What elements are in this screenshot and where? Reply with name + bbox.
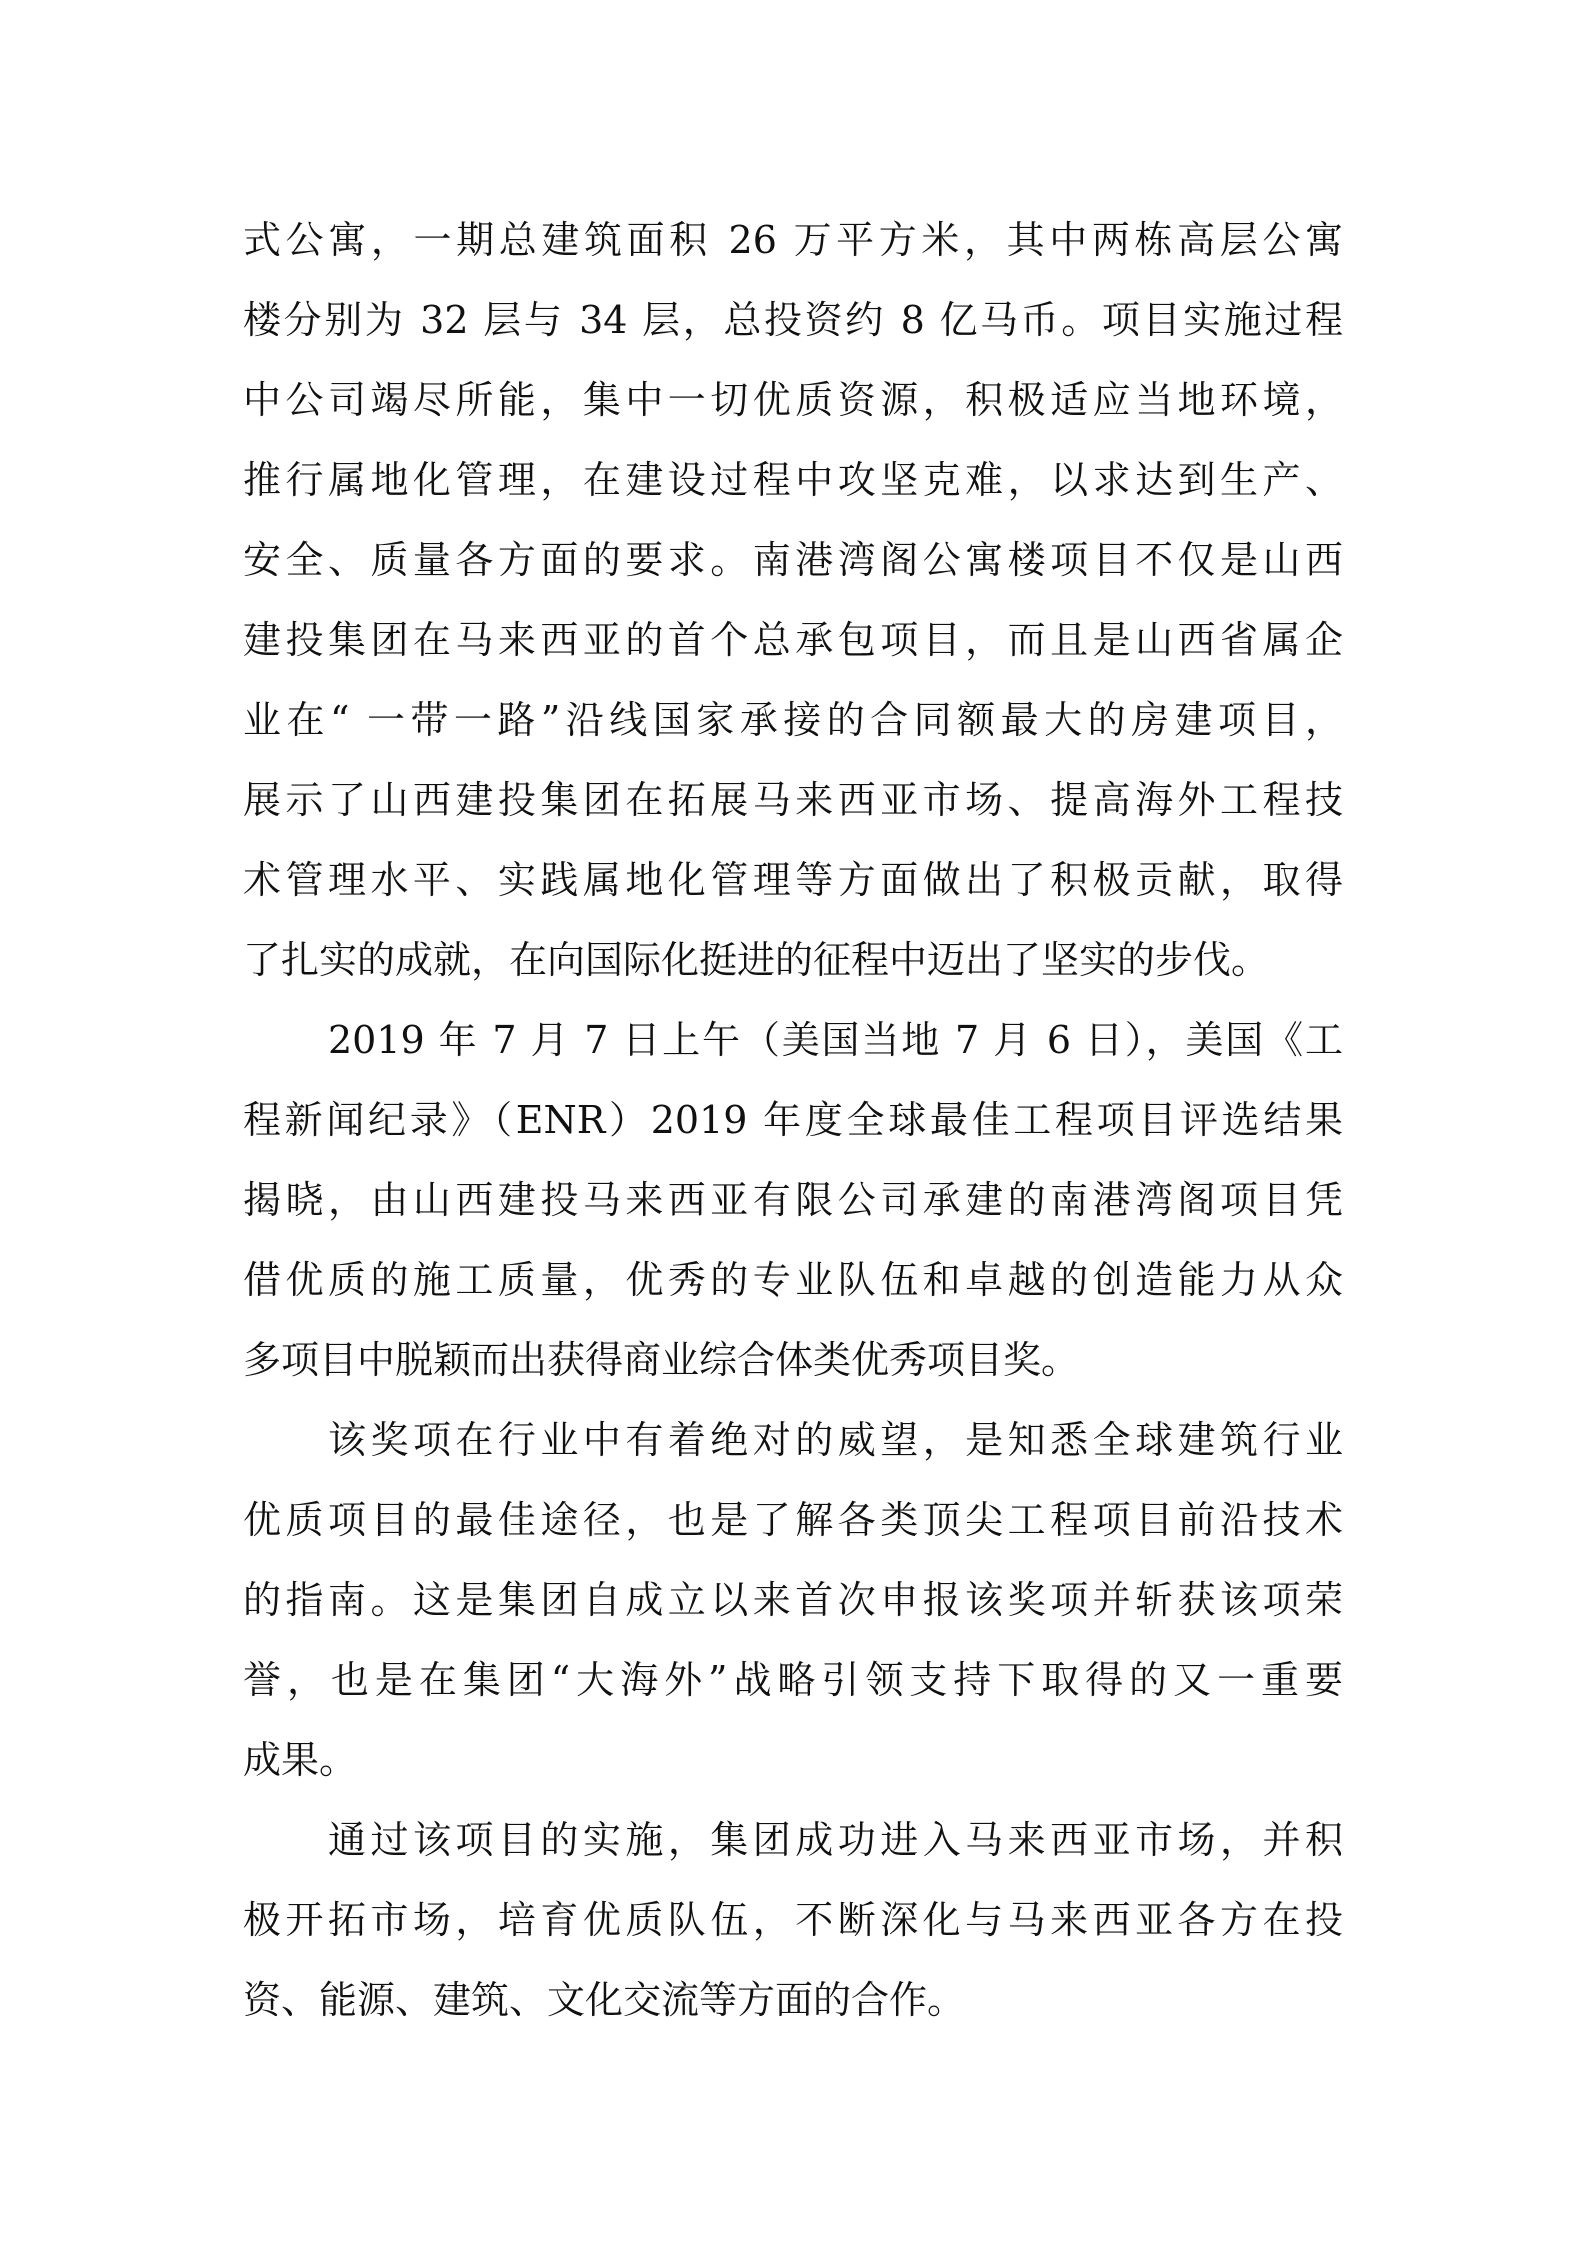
text-line: 楼分别为 32 层与 34 层，总投资约 8 亿马币。项目实施过程 (243, 298, 1343, 342)
text-line: 术管理水平、实践属地化管理等方面做出了积极贡献，取得 (243, 858, 1343, 902)
text-line: 揭晓，由山西建投马来西亚有限公司承建的南港湾阁项目凭 (243, 1178, 1343, 1222)
text-line: 2019 年 7 月 7 日上午（美国当地 7 月 6 日），美国《工 (328, 1018, 1343, 1062)
document-body (243, 212, 1343, 2052)
text-line: 资、能源、建筑、文化交流等方面的合作。 (243, 1978, 966, 2022)
text-line: 该奖项在行业中有着绝对的威望，是知悉全球建筑行业 (328, 1418, 1343, 1462)
text-line: 多项目中脱颖而出获得商业综合体类优秀项目奖。 (243, 1338, 1080, 1382)
text-line: 借优质的施工质量，优秀的专业队伍和卓越的创造能力从众 (243, 1258, 1343, 1302)
text-line: 业在“ 一带一路”沿线国家承接的合同额最大的房建项目， (243, 698, 1343, 742)
text-line: 通过该项目的实施，集团成功进入马来西亚市场，并积 (328, 1818, 1343, 1862)
paragraph-project-overview (243, 212, 1343, 1012)
text-line: 誉，也是在集团“大海外”战略引领支持下取得的又一重要 (243, 1658, 1343, 1702)
text-line: 极开拓市场，培育优质队伍，不断深化与马来西亚各方在投 (243, 1898, 1343, 1942)
text-line: 成果。 (243, 1738, 358, 1782)
text-line: 的指南。这是集团自成立以来首次申报该奖项并斩获该项荣 (243, 1578, 1343, 1622)
text-line: 优质项目的最佳途径，也是了解各类顶尖工程项目前沿技术 (243, 1498, 1343, 1542)
text-line: 推行属地化管理，在建设过程中攻坚克难，以求达到生产、 (243, 458, 1343, 502)
text-line: 安全、质量各方面的要求。南港湾阁公寓楼项目不仅是山西 (243, 538, 1343, 582)
paragraph-award-significance (243, 1412, 1343, 1812)
text-line: 展示了山西建投集团在拓展马来西亚市场、提高海外工程技 (243, 778, 1343, 822)
text-line: 建投集团在马来西亚的首个总承包项目，而且是山西省属企 (243, 618, 1343, 662)
text-line: 程新闻纪录》（ENR）2019 年度全球最佳工程项目评选结果 (243, 1098, 1343, 1142)
text-line: 中公司竭尽所能，集中一切优质资源，积极适应当地环境， (243, 378, 1343, 422)
paragraph-enr-award (243, 1012, 1343, 1412)
text-line: 式公寓，一期总建筑面积 26 万平方米，其中两栋高层公寓 (243, 218, 1343, 262)
paragraph-market-expansion (243, 1812, 1343, 2052)
text-line: 了扎实的成就，在向国际化挺进的征程中迈出了坚实的步伐。 (243, 938, 1270, 982)
